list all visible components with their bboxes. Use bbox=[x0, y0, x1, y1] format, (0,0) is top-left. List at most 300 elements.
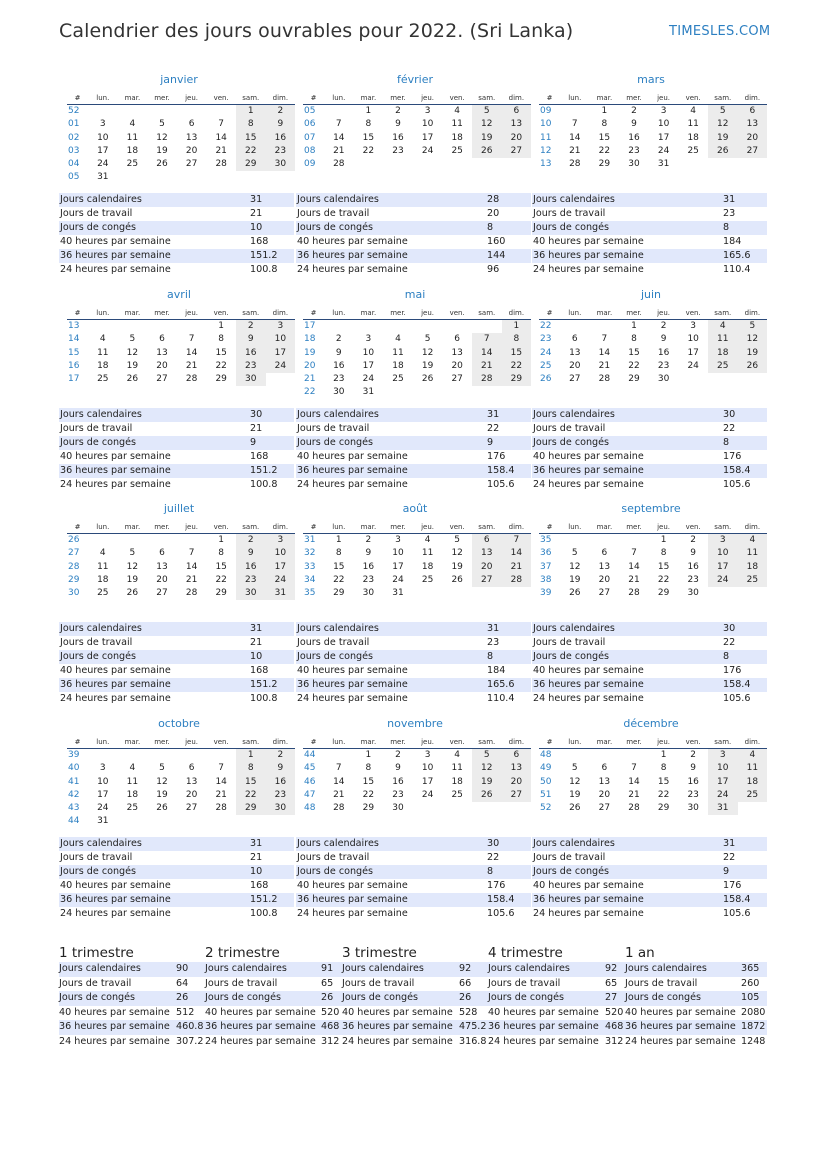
day-cell: 10 bbox=[687, 334, 699, 345]
day-cell: 20 bbox=[156, 574, 168, 585]
month-name: janvier bbox=[160, 73, 198, 86]
day-cell: 20 bbox=[156, 360, 168, 371]
day-cell: 3 bbox=[99, 763, 106, 774]
stat-row bbox=[296, 879, 531, 893]
day-cell: 20 bbox=[451, 360, 463, 371]
weekday-header: # bbox=[303, 92, 324, 105]
day-cell: 1 bbox=[365, 106, 372, 117]
stat-row bbox=[532, 893, 767, 907]
day-cell: 5 bbox=[454, 535, 461, 546]
stat-row bbox=[59, 678, 294, 692]
day-cell bbox=[206, 105, 236, 118]
day-cell: 25 bbox=[421, 574, 434, 585]
week-number: 25 bbox=[540, 360, 552, 371]
day-cell: 12 bbox=[421, 347, 434, 358]
stat-value: 165.6 bbox=[723, 250, 751, 261]
month-name: septembre bbox=[621, 502, 681, 515]
day-cell: 19 bbox=[451, 561, 463, 572]
weekday-header: ven. bbox=[678, 307, 708, 320]
day-cell bbox=[472, 587, 502, 600]
day-cell: 15 bbox=[598, 132, 611, 143]
day-cell: 20 bbox=[502, 132, 532, 145]
day-cell: 12 bbox=[472, 118, 502, 131]
day-cell: 9 bbox=[395, 119, 401, 130]
day-cell: 6 bbox=[738, 105, 768, 118]
quarter-stat-label: Jours de travail bbox=[488, 977, 561, 989]
day-cell: 13 bbox=[472, 547, 502, 560]
day-cell: 17 bbox=[97, 789, 109, 800]
stat-label: 36 heures par semaine bbox=[533, 679, 644, 690]
day-cell: 19 bbox=[156, 789, 168, 800]
day-cell: 28 bbox=[215, 158, 227, 169]
stat-value: 10 bbox=[250, 866, 263, 877]
day-cell: 4 bbox=[454, 106, 461, 117]
weekday-header: lun. bbox=[88, 736, 118, 749]
stat-row bbox=[59, 450, 294, 464]
day-cell: 24 bbox=[421, 145, 434, 156]
day-cell bbox=[738, 587, 768, 600]
day-cell: 9 bbox=[266, 762, 296, 775]
week-number: 20 bbox=[304, 360, 316, 371]
stat-value: 96 bbox=[487, 264, 500, 275]
stat-value: 110.4 bbox=[487, 693, 515, 704]
weekday-header: mer. bbox=[147, 736, 177, 749]
day-cell: 25 bbox=[687, 145, 699, 156]
day-cell: 18 bbox=[421, 561, 434, 572]
stat-value: 8 bbox=[723, 222, 730, 233]
day-cell: 17 bbox=[708, 776, 738, 789]
day-cell: 17 bbox=[421, 776, 434, 787]
day-cell: 30 bbox=[236, 373, 266, 386]
stat-label: Jours calendaires bbox=[60, 623, 142, 634]
stat-row bbox=[532, 622, 767, 636]
stat-row bbox=[532, 221, 767, 235]
stat-label: 36 heures par semaine bbox=[533, 250, 644, 261]
month-name: juin bbox=[640, 288, 662, 301]
stat-row bbox=[59, 865, 294, 879]
stat-value: 31 bbox=[250, 194, 263, 205]
week-number: 38 bbox=[540, 574, 552, 585]
quarter-stat-value: 64 bbox=[176, 977, 189, 989]
day-cell: 18 bbox=[708, 347, 738, 360]
weekday-header: mer. bbox=[619, 92, 649, 105]
day-cell: 1 bbox=[660, 535, 667, 546]
stat-label: Jours de travail bbox=[60, 852, 133, 863]
day-cell: 29 bbox=[236, 158, 266, 171]
quarter-stat-value: 468 bbox=[321, 1021, 340, 1033]
day-cell: 28 bbox=[215, 802, 227, 813]
quarter-stat-label: Jours calendaires bbox=[488, 963, 570, 974]
stat-row bbox=[59, 622, 294, 636]
day-cell: 10 bbox=[708, 547, 738, 560]
stat-value: 21 bbox=[250, 423, 263, 434]
day-cell: 12 bbox=[126, 347, 139, 358]
day-cell: 26 bbox=[126, 587, 139, 598]
day-cell: 18 bbox=[392, 360, 404, 371]
week-number: 44 bbox=[68, 816, 80, 827]
day-cell: 1 bbox=[631, 321, 637, 332]
stat-label: Jours calendaires bbox=[60, 838, 142, 849]
quarter-title: 3 trimestre bbox=[342, 945, 417, 961]
day-cell: 6 bbox=[454, 334, 461, 345]
stat-row bbox=[59, 249, 294, 263]
stat-label: 36 heures par semaine bbox=[533, 465, 644, 476]
day-cell: 23 bbox=[687, 574, 699, 585]
day-cell: 3 bbox=[690, 321, 697, 332]
quarter-stat-value: 468 bbox=[605, 1021, 624, 1033]
week-number: 19 bbox=[304, 347, 316, 358]
day-cell: 15 bbox=[362, 776, 375, 787]
stat-row bbox=[296, 837, 531, 851]
stat-value: 30 bbox=[723, 409, 736, 420]
stat-row bbox=[296, 851, 531, 865]
day-cell: 2 bbox=[395, 106, 401, 117]
stat-label: 24 heures par semaine bbox=[60, 264, 171, 275]
day-cell: 4 bbox=[690, 106, 697, 117]
day-cell: 25 bbox=[451, 789, 463, 800]
day-cell bbox=[708, 158, 738, 171]
stat-label: Jours calendaires bbox=[533, 838, 615, 849]
day-cell bbox=[442, 802, 472, 815]
day-cell: 8 bbox=[502, 333, 532, 346]
day-cell: 26 bbox=[126, 373, 139, 384]
day-cell: 28 bbox=[598, 373, 611, 384]
weekday-header: ven. bbox=[206, 736, 236, 749]
day-cell bbox=[502, 386, 532, 399]
weekday-header: mer. bbox=[383, 92, 413, 105]
weekday-header: dim. bbox=[502, 521, 532, 534]
day-cell bbox=[354, 158, 384, 171]
stat-value: 158.4 bbox=[487, 894, 515, 905]
day-cell: 3 bbox=[365, 334, 372, 345]
day-cell: 5 bbox=[571, 548, 578, 559]
stat-label: Jours de congés bbox=[533, 866, 610, 877]
day-cell: 9 bbox=[690, 548, 697, 559]
stat-value: 22 bbox=[487, 423, 500, 434]
weekday-header: dim. bbox=[502, 92, 532, 105]
quarter-stat-value: 26 bbox=[459, 992, 472, 1004]
day-cell: 19 bbox=[421, 360, 434, 371]
weekday-header: lun. bbox=[560, 736, 590, 749]
stat-label: Jours calendaires bbox=[297, 623, 379, 634]
day-cell bbox=[442, 587, 472, 600]
day-cell: 26 bbox=[421, 373, 434, 384]
weekday-header: mar. bbox=[118, 521, 148, 534]
day-cell bbox=[738, 373, 768, 386]
day-cell: 22 bbox=[657, 789, 670, 800]
day-cell: 10 bbox=[708, 762, 738, 775]
day-cell: 27 bbox=[156, 373, 168, 384]
day-cell: 11 bbox=[451, 763, 463, 774]
day-cell: 4 bbox=[708, 320, 738, 333]
day-cell: 29 bbox=[215, 373, 227, 384]
weekday-header: lun. bbox=[324, 92, 354, 105]
quarter-stat-value: 1248 bbox=[741, 1035, 766, 1047]
day-cell: 18 bbox=[126, 145, 139, 156]
month-calendar bbox=[67, 501, 291, 600]
weekday-header: ven. bbox=[678, 92, 708, 105]
week-number: 16 bbox=[68, 360, 80, 371]
day-cell: 26 bbox=[156, 158, 168, 169]
day-cell: 4 bbox=[738, 749, 768, 762]
stat-value: 158.4 bbox=[723, 894, 751, 905]
week-number: 44 bbox=[304, 750, 316, 761]
stat-label: 40 heures par semaine bbox=[297, 451, 408, 462]
day-cell bbox=[88, 534, 118, 547]
stat-label: 24 heures par semaine bbox=[533, 908, 644, 919]
week-number: 05 bbox=[304, 106, 316, 117]
day-cell: 19 bbox=[126, 360, 139, 371]
day-cell: 22 bbox=[657, 574, 670, 585]
day-cell: 13 bbox=[451, 347, 463, 358]
weekday-header: sam. bbox=[472, 521, 502, 534]
stat-value: 30 bbox=[723, 623, 736, 634]
stat-row bbox=[296, 664, 531, 678]
stat-row bbox=[532, 650, 767, 664]
day-cell: 13 bbox=[598, 561, 611, 572]
day-cell bbox=[324, 749, 354, 762]
week-number: 52 bbox=[540, 802, 552, 813]
stat-value: 9 bbox=[487, 437, 494, 448]
day-cell: 11 bbox=[97, 561, 109, 572]
day-cell: 6 bbox=[601, 763, 608, 774]
day-cell: 9 bbox=[690, 763, 697, 774]
weekday-header: mar. bbox=[590, 307, 620, 320]
day-cell: 26 bbox=[472, 789, 502, 802]
week-number: 13 bbox=[68, 321, 80, 332]
week-number: 39 bbox=[68, 750, 80, 761]
stat-value: 105.6 bbox=[487, 479, 515, 490]
day-cell: 16 bbox=[236, 347, 266, 360]
day-cell: 5 bbox=[129, 548, 136, 559]
month-grid bbox=[539, 307, 763, 386]
day-cell: 13 bbox=[738, 118, 768, 131]
day-cell: 19 bbox=[569, 574, 581, 585]
day-cell: 21 bbox=[333, 789, 345, 800]
day-cell: 29 bbox=[333, 587, 345, 598]
stat-value: 9 bbox=[250, 437, 257, 448]
stat-value: 8 bbox=[487, 222, 494, 233]
quarter-stat-value: 312 bbox=[321, 1035, 340, 1047]
stat-value: 31 bbox=[723, 194, 736, 205]
day-cell: 26 bbox=[738, 360, 768, 373]
quarter-row bbox=[59, 1020, 767, 1035]
month-name: octobre bbox=[158, 717, 200, 730]
month-stats bbox=[532, 622, 767, 706]
day-cell: 10 bbox=[266, 547, 296, 560]
day-cell: 23 bbox=[628, 145, 640, 156]
quarter-stat-value: 91 bbox=[321, 963, 334, 974]
day-cell: 14 bbox=[472, 347, 502, 360]
day-cell: 10 bbox=[421, 763, 434, 774]
week-number: 13 bbox=[540, 158, 552, 169]
day-cell: 9 bbox=[660, 334, 667, 345]
stat-label: Jours de travail bbox=[533, 852, 606, 863]
weekday-header: # bbox=[67, 307, 88, 320]
day-cell: 22 bbox=[236, 145, 266, 158]
stat-value: 31 bbox=[723, 838, 736, 849]
day-cell bbox=[206, 815, 236, 828]
stat-row bbox=[59, 650, 294, 664]
week-number: 08 bbox=[304, 145, 316, 156]
stat-label: 40 heures par semaine bbox=[533, 451, 644, 462]
weekday-header: jeu. bbox=[649, 521, 679, 534]
day-cell: 28 bbox=[333, 158, 345, 169]
stat-row bbox=[296, 678, 531, 692]
day-cell: 28 bbox=[502, 574, 532, 587]
day-cell: 5 bbox=[159, 763, 165, 774]
day-cell: 17 bbox=[708, 561, 738, 574]
day-cell bbox=[118, 749, 148, 762]
weekday-header: dim. bbox=[266, 521, 296, 534]
day-cell: 30 bbox=[236, 587, 266, 600]
day-cell bbox=[708, 373, 738, 386]
month-grid bbox=[303, 521, 527, 600]
stat-row bbox=[59, 636, 294, 650]
week-number: 35 bbox=[304, 587, 316, 598]
stat-row bbox=[532, 636, 767, 650]
quarter-stat-value: 2080 bbox=[741, 1006, 766, 1018]
day-cell: 23 bbox=[236, 574, 266, 587]
day-cell bbox=[472, 802, 502, 815]
day-cell: 29 bbox=[628, 373, 640, 384]
day-cell: 31 bbox=[97, 816, 109, 827]
stat-row bbox=[532, 837, 767, 851]
stat-label: Jours calendaires bbox=[533, 623, 615, 634]
day-cell bbox=[383, 386, 413, 399]
day-cell: 21 bbox=[333, 145, 345, 156]
day-cell: 1 bbox=[660, 750, 667, 761]
day-cell: 9 bbox=[395, 763, 401, 774]
day-cell bbox=[206, 171, 236, 184]
weekday-header: # bbox=[539, 736, 560, 749]
stat-label: Jours de travail bbox=[297, 637, 370, 648]
stat-label: Jours calendaires bbox=[297, 838, 379, 849]
stat-label: 24 heures par semaine bbox=[297, 908, 408, 919]
week-number: 35 bbox=[540, 535, 552, 546]
week-number: 17 bbox=[68, 373, 80, 384]
day-cell: 17 bbox=[657, 132, 670, 143]
weekday-header: sam. bbox=[708, 92, 738, 105]
site-link[interactable]: TIMESLES.COM bbox=[669, 24, 771, 39]
quarter-stat-value: 520 bbox=[321, 1006, 340, 1018]
weekday-header: dim. bbox=[266, 92, 296, 105]
week-number: 48 bbox=[304, 802, 316, 813]
day-cell: 3 bbox=[660, 106, 667, 117]
day-cell: 31 bbox=[657, 158, 670, 169]
stat-label: Jours de congés bbox=[60, 651, 137, 662]
weekday-header: dim. bbox=[266, 736, 296, 749]
day-cell: 16 bbox=[266, 776, 296, 789]
day-cell: 13 bbox=[156, 347, 168, 358]
weekday-header: ven. bbox=[678, 521, 708, 534]
stat-row bbox=[296, 650, 531, 664]
month-grid bbox=[67, 307, 291, 386]
day-cell: 8 bbox=[218, 334, 225, 345]
day-cell: 29 bbox=[657, 802, 670, 813]
stat-row bbox=[532, 436, 767, 450]
stat-value: 151.2 bbox=[250, 465, 278, 476]
stat-row bbox=[59, 664, 294, 678]
month-name: février bbox=[396, 73, 434, 86]
stat-value: 168 bbox=[250, 665, 269, 676]
stat-label: Jours de congés bbox=[297, 222, 374, 233]
day-cell: 11 bbox=[392, 347, 404, 358]
weekday-header: jeu. bbox=[649, 736, 679, 749]
stat-row bbox=[296, 207, 531, 221]
stat-label: Jours de congés bbox=[533, 651, 610, 662]
day-cell: 2 bbox=[631, 106, 637, 117]
day-cell: 20 bbox=[185, 145, 198, 156]
month-stats bbox=[296, 837, 531, 921]
week-number: 14 bbox=[68, 334, 80, 345]
quarter-stat-label: Jours de travail bbox=[205, 977, 278, 989]
day-cell: 15 bbox=[236, 132, 266, 145]
day-cell: 9 bbox=[266, 118, 296, 131]
quarter-title: 1 an bbox=[625, 945, 655, 961]
week-number: 46 bbox=[304, 776, 316, 787]
month-calendar bbox=[539, 72, 763, 171]
day-cell: 29 bbox=[598, 158, 611, 169]
weekday-header: mar. bbox=[354, 521, 384, 534]
day-cell: 9 bbox=[236, 333, 266, 346]
day-cell: 23 bbox=[333, 373, 345, 384]
quarter-row bbox=[59, 977, 767, 992]
week-number: 49 bbox=[540, 763, 552, 774]
day-cell: 2 bbox=[236, 534, 266, 547]
stat-value: 176 bbox=[723, 451, 742, 462]
day-cell: 11 bbox=[708, 333, 738, 346]
week-number: 07 bbox=[304, 132, 316, 143]
day-cell: 16 bbox=[657, 347, 670, 358]
week-number: 04 bbox=[68, 158, 80, 169]
month-calendar bbox=[67, 716, 291, 828]
week-number: 45 bbox=[304, 763, 316, 774]
day-cell: 8 bbox=[236, 762, 266, 775]
day-cell: 22 bbox=[215, 360, 227, 371]
day-cell: 12 bbox=[472, 762, 502, 775]
day-cell: 16 bbox=[392, 132, 404, 143]
day-cell: 6 bbox=[188, 763, 195, 774]
day-cell: 5 bbox=[708, 105, 738, 118]
day-cell bbox=[560, 749, 590, 762]
day-cell: 8 bbox=[335, 548, 342, 559]
stat-row bbox=[59, 408, 294, 422]
stat-label: 24 heures par semaine bbox=[60, 908, 171, 919]
stat-row bbox=[532, 450, 767, 464]
month-name: décembre bbox=[623, 717, 679, 730]
day-cell: 24 bbox=[708, 574, 738, 587]
day-cell: 10 bbox=[421, 119, 434, 130]
stat-row bbox=[532, 678, 767, 692]
day-cell: 27 bbox=[598, 587, 611, 598]
month-grid bbox=[67, 736, 291, 828]
week-number: 01 bbox=[68, 119, 80, 130]
weekday-header: ven. bbox=[442, 307, 472, 320]
stat-row bbox=[59, 837, 294, 851]
stat-row bbox=[532, 207, 767, 221]
day-cell: 11 bbox=[126, 132, 139, 143]
day-cell: 20 bbox=[569, 360, 581, 371]
day-cell bbox=[413, 802, 443, 815]
day-cell: 15 bbox=[333, 561, 345, 572]
weekday-header: mer. bbox=[383, 736, 413, 749]
day-cell: 18 bbox=[738, 776, 768, 789]
day-cell: 7 bbox=[472, 333, 502, 346]
day-cell: 21 bbox=[598, 360, 611, 371]
day-cell: 23 bbox=[266, 145, 296, 158]
stat-label: 24 heures par semaine bbox=[533, 479, 644, 490]
